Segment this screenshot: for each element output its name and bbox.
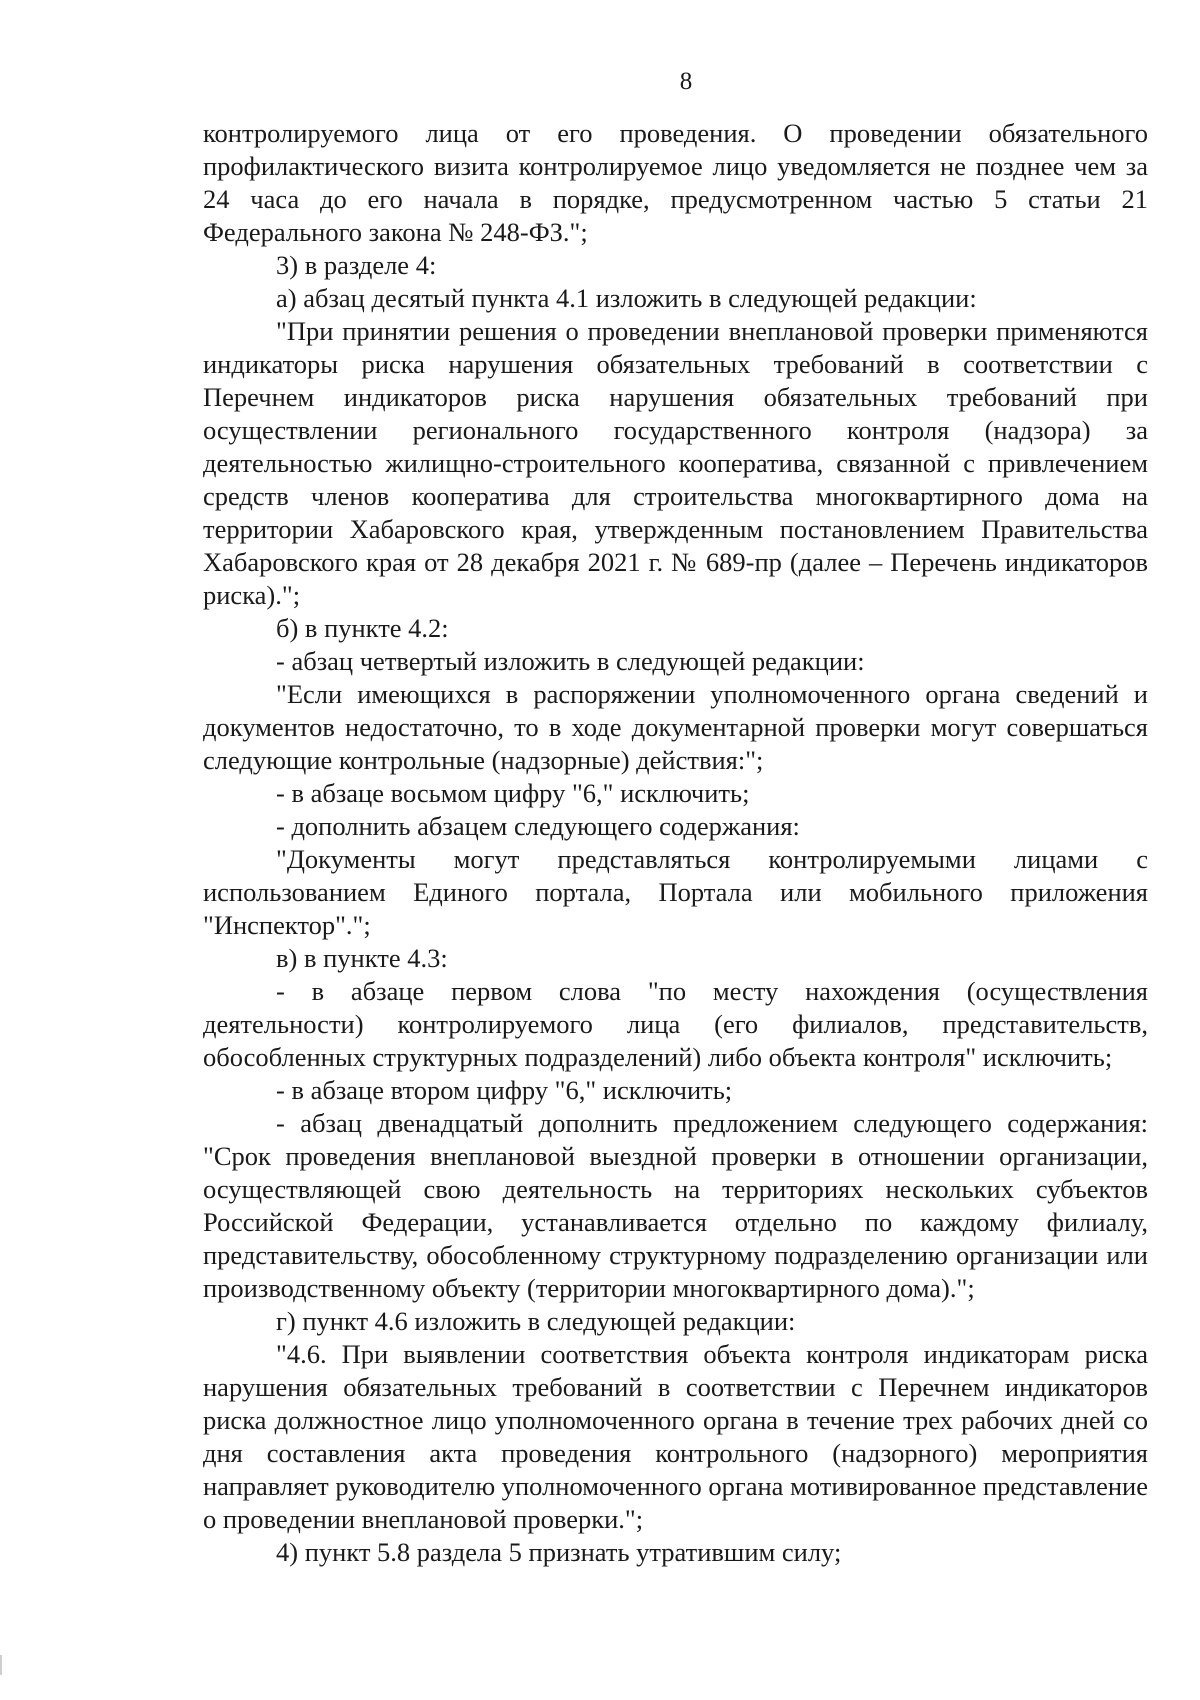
paragraph: "При принятии решения о проведении внеплановой проверки применяются индикаторы риска нарушения обязательных требований в соответствии с Перечнем индикаторов риска нарушения обязательных требований при осуществлении регионального государственного контроля (надзора) за деятельностью жилищно-строительного кооператива, связанной с привлечением средств членов кооператива для строительства многоквартирного дома на территории Хабаровского края, утвержденным постановлением Правительства Хабаровского края от 28 декабря 2021 г. № 689-пр (далее – Перечень индикаторов риска)."; <box>203 316 1148 610</box>
paragraph: 4) пункт 5.8 раздела 5 признать утратившим силу; <box>276 1537 842 1567</box>
paragraph: в) в пункте 4.3: <box>276 943 448 973</box>
page-number: 8 <box>679 68 693 95</box>
paragraph: - абзац четвертый изложить в следующей редакции: <box>276 646 865 676</box>
paragraph: а) абзац десятый пункта 4.1 изложить в следующей редакции: <box>276 283 977 313</box>
paragraph: - в абзаце первом слова "по месту нахождения (осуществления деятельности) контролируемого лица (его филиалов, представительств, обособленных структурных подразделений) либо объекта контроля" исключить; <box>203 976 1148 1072</box>
document-body <box>203 117 1148 1569</box>
paragraph: "4.6. При выявлении соответствия объекта контроля индикаторам риска нарушения обязательных требований в соответствии с Перечнем индикаторов риска должностное лицо уполномоченного органа в течение трех рабочих дней со дня составления акта проведения контрольного (надзорного) мероприятия направляет руководителю уполномоченного органа мотивированное представление о проведении внеплановой проверки."; <box>203 1339 1148 1534</box>
paragraph: 3) в разделе 4: <box>276 250 437 280</box>
paragraph: - дополнить абзацем следующего содержания: <box>276 811 800 841</box>
paragraph: - абзац двенадцатый дополнить предложением следующего содержания: "Срок проведения внеплановой выездной проверки в отношении организации, осуществляющей свою деятельность на территориях нескольких субъектов Российской Федерации, устанавливается отдельно по каждому филиалу, представительству, обособленному структурному подразделению организации или производственному объекту (территории многоквартирного дома)."; <box>203 1108 1148 1303</box>
paragraph: г) пункт 4.6 изложить в следующей редакции: <box>276 1306 796 1336</box>
paragraph: контролируемого лица от его проведения. О проведении обязательного профилактического визита контролируемое лицо уведомляется не позднее чем за 24 часа до его начала в порядке, предусмотренном частью 5 статьи 21 Федерального закона № 248-ФЗ."; <box>203 118 1148 247</box>
paragraph: "Если имеющихся в распоряжении уполномоченного органа сведений и документов недостаточно, то в ходе документарной проверки могут совершаться следующие контрольные (надзорные) действия:"; <box>203 679 1148 775</box>
paragraph: - в абзаце восьмом цифру "6," исключить; <box>276 778 750 808</box>
paragraph: - в абзаце втором цифру "6," исключить; <box>276 1075 733 1105</box>
paragraph: б) в пункте 4.2: <box>276 613 449 643</box>
scan-edge-mark <box>0 1655 2 1675</box>
paragraph: "Документы могут представляться контролируемыми лицами с использованием Единого портала, Портала или мобильного приложения "Инспектор"."; <box>203 844 1148 940</box>
